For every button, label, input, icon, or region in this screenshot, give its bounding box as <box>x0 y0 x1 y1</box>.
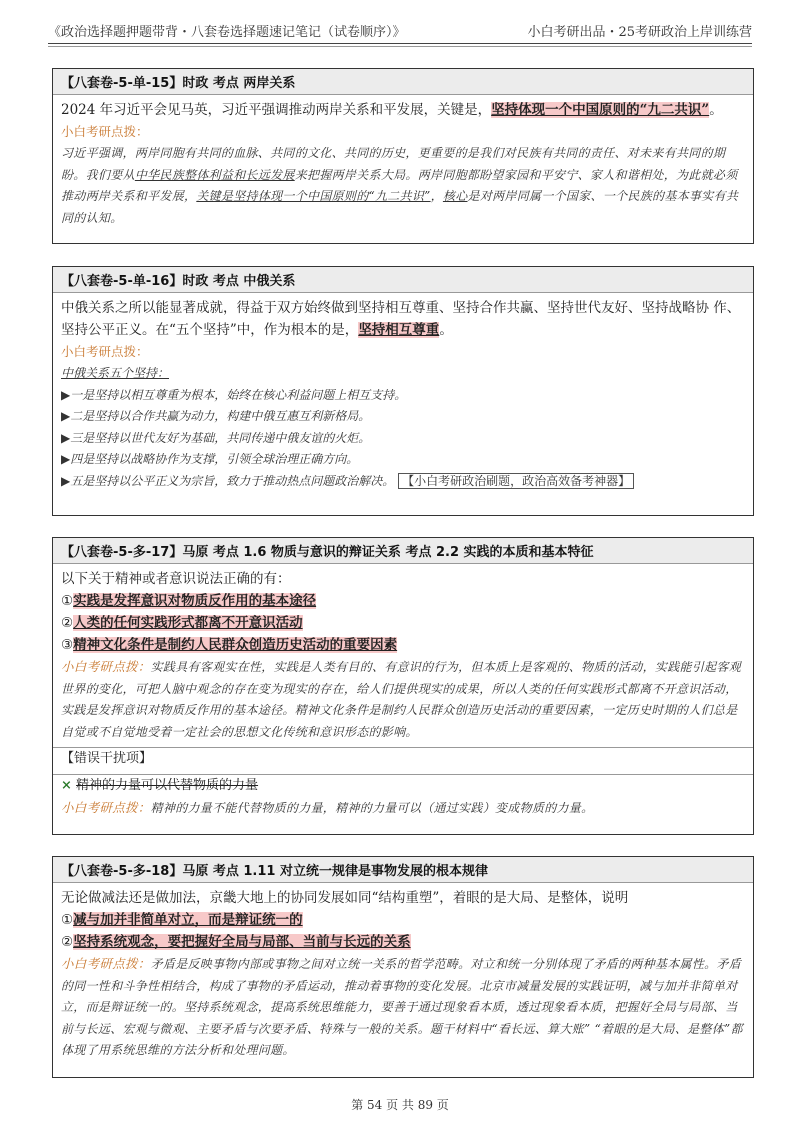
note-text: 是对两岸同属一个国家、一个民族的基本事实有共同的认知。 <box>61 189 739 225</box>
cross-icon: × <box>61 778 72 793</box>
answer-option <box>61 612 745 634</box>
note-text: 精神的力量不能代替物质的力量，精神的力量可以（通过实践）变成物质的力量。 <box>150 801 594 815</box>
list-item-text: 二是坚持以合作共赢为动力，构建中俄互惠互利新格局。 <box>70 409 371 423</box>
error-option-text: 精神的力量可以代替物质的力量 <box>76 778 259 793</box>
card-title: 【八套卷-5-多-18】马原 考点 1.11 对立统一规律是事物发展的根本规律 <box>53 857 753 883</box>
list-item <box>61 471 745 493</box>
card-body <box>53 95 753 233</box>
arrow-bullet-icon: ▶ <box>61 473 71 488</box>
question-card-18 <box>52 856 754 1078</box>
answer-option <box>61 909 745 931</box>
question-text <box>61 297 745 341</box>
list-item <box>61 428 745 450</box>
arrow-bullet-icon: ▶ <box>61 430 71 445</box>
card-title: 【八套卷-5-多-17】马原 考点 1.6 物质与意识的辩证关系 考点 2.2 实践的本质和基本特征 <box>53 538 753 564</box>
option-number: ② <box>61 615 74 631</box>
question-card-17 <box>52 537 754 835</box>
list-item <box>61 406 745 428</box>
tip-label: 小白考研点拨： <box>61 659 151 674</box>
list-item <box>61 449 745 471</box>
option-number: ① <box>61 593 74 609</box>
card-title: 【八套卷-5-单-16】时政 考点 中俄关系 <box>53 267 753 293</box>
arrow-bullet-icon: ▶ <box>61 409 71 423</box>
answer-highlight: 实践是发挥意识对物质反作用的基本途径 <box>73 593 317 609</box>
note-underline: 中华民族整体利益和长远发展 <box>134 167 295 182</box>
answer-highlight: 坚持相互尊重 <box>358 322 440 338</box>
list-item-text: 四是坚持以战略协作为支撑，引领全球治理正确方向。 <box>70 452 359 466</box>
promo-badge: 【小白考研政治刷题，政治高效备考神器】 <box>398 473 634 489</box>
card-body <box>53 293 753 496</box>
answer-highlight: 坚持体现一个中国原则的“九二共识” <box>491 102 710 118</box>
note-underline: 关键是坚持体现一个中国原则的“九二共识” <box>196 189 431 203</box>
tip-note <box>61 656 745 743</box>
list-item-text: 五是坚持以公平正义为宗旨，致力于推动热点问题政治解决。 <box>70 473 395 488</box>
option-number: ③ <box>61 637 74 653</box>
error-note <box>61 797 745 820</box>
tip-label: 小白考研点拨： <box>61 344 149 359</box>
question-stem: 中俄关系之所以能显著成就，得益于双方始终做到坚持相互尊重、坚持合作共赢、坚持世代友好、坚持战略协 作、坚持公平正义。在“五个坚持”中，作为根本的是， <box>61 300 741 338</box>
card-body <box>53 564 753 824</box>
answer-option <box>61 590 745 612</box>
error-heading: 【错误干扰项】 <box>61 751 153 766</box>
note-text: ， <box>430 189 443 203</box>
tip-label: 小白考研点拨： <box>61 124 149 139</box>
card-title: 【八套卷-5-单-15】时政 考点 两岸关系 <box>53 69 753 95</box>
header-left-title: 《政治选择题押题带背・八套卷选择题速记笔记（试卷顺序）》 <box>48 25 406 40</box>
question-end: 。 <box>709 102 723 118</box>
list-item-text: 一是坚持以相互尊重为根本，始终在核心利益问题上相互支持。 <box>70 387 407 402</box>
list-heading: 中俄关系五个坚持： <box>61 366 170 380</box>
note-text: 来把握两岸关系大局。两岸同胞都盼望家园和平安宁、家人和谐相处，为此就必须推动两岸关系和平发展， <box>61 167 738 203</box>
answer-highlight: 人类的任何实践形式都离不开意识活动 <box>73 615 303 631</box>
note-text: 矛盾是反映事物内部或事物之间对立统一关系的哲学范畴。对立和统一分别体现了矛盾的两种基本属性。矛盾的同一性和斗争性相结合，构成了事物的矛盾运动，推动着事物的变化发展。北京市减量发展的实践证明，减与加并非简单对立，而是辩证统一的。坚持系统观念，提高系统思维能力，要善于通过现象看本质，透过现象看本质，把握好全局与局部、当前与长远、宏观与微观、主要矛盾与次要矛盾、特殊与一般的关系。题干材料中“看长远、算大账” “着眼的是大局、是整体”都体现了用系统思维的方法分析和处理问题。 <box>61 957 743 1057</box>
option-number: ② <box>61 934 74 950</box>
note-text: 习近平强调，两岸同胞有共同的血脉、共同的文化、共同的历史，更重要的是我们对民族有共同的责任、对未来有共同的期盼。我们要从 <box>61 146 726 182</box>
question-stem: 2024 年习近平会见马英，习近平强调推动两岸关系和平发展，关键是， <box>61 102 492 118</box>
error-option <box>61 775 745 797</box>
card-body <box>53 883 753 1066</box>
tip-note <box>61 143 745 229</box>
question-text: 无论做减法还是做加法，京畿大地上的协同发展如同“结构重塑”，着眼的是大局、是整体，说明 <box>61 890 629 906</box>
page-number: 第 54 页 共 89 页 <box>351 1098 449 1112</box>
note-text: 实践具有客观实在性，实践是人类有目的、有意识的行为，但本质上是客观的、物质的活动，实践能引起客观世界的变化，可把人脑中观念的存在变为现实的存在，给人们提供现实的成果，所以人类的任何实践形式都离不开意识活动，实践是发挥意识对物质反作用的基本途径。精神文化条件是制约人民群众创造历史活动的重要因素，一定历史时期的人们总是自觉或不自觉地受着一定社会的思想文化传统和意识形态的影响。 <box>61 660 742 739</box>
header-rule-thin <box>48 46 752 47</box>
answer-highlight: 减与加并非简单对立，而是辩证统一的 <box>73 912 303 928</box>
list-item <box>61 385 745 407</box>
arrow-bullet-icon: ▶ <box>61 452 71 466</box>
page-header <box>48 14 752 40</box>
question-text <box>61 99 745 121</box>
answer-highlight: 精神文化条件是制约人民群众创造历史活动的重要因素 <box>73 637 398 653</box>
answer-highlight: 坚持系统观念，要把握好全局与局部、当前与长远的关系 <box>73 934 411 950</box>
header-rule <box>48 43 752 44</box>
option-number: ① <box>61 912 74 928</box>
header-right-title: 小白考研出品・25考研政治上岸训练营 <box>527 25 752 40</box>
tip-label: 小白考研点拨： <box>61 800 151 815</box>
tip-label: 小白考研点拨： <box>61 956 151 971</box>
tip-note <box>61 953 745 1062</box>
arrow-bullet-icon: ▶ <box>61 387 71 402</box>
answer-option <box>61 634 745 656</box>
answer-option <box>61 931 745 953</box>
list-item-text: 三是坚持以世代友好为基础，共同传递中俄友谊的火炬。 <box>70 430 371 445</box>
question-end: 。 <box>439 322 453 338</box>
question-text: 以下关于精神或者意识说法正确的有： <box>61 571 291 587</box>
question-card-15 <box>52 68 754 244</box>
question-card-16 <box>52 266 754 516</box>
note-underline: 核心 <box>442 189 468 203</box>
